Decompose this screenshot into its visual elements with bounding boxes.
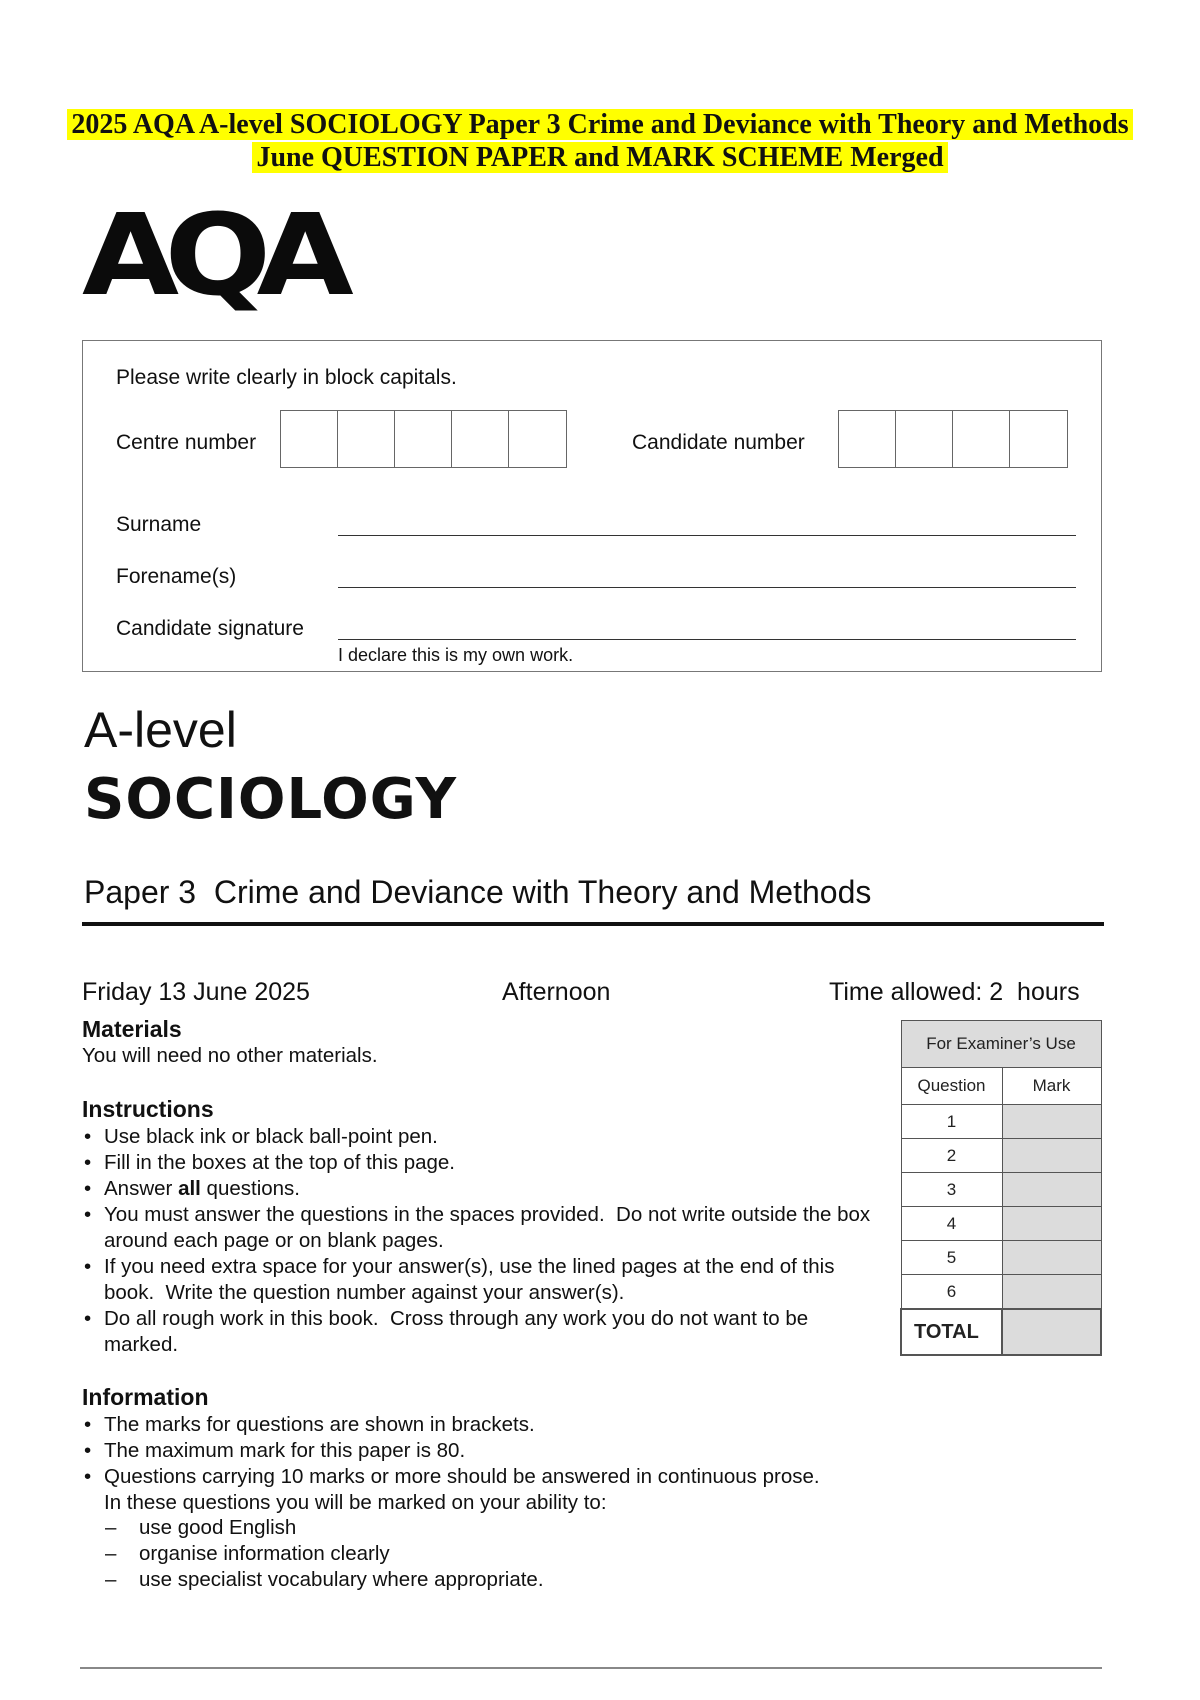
information-sub-item: – organise information clearly — [82, 1541, 782, 1567]
candidate-number-digit-box[interactable] — [1010, 411, 1067, 467]
question-column-header: Question — [901, 1068, 1002, 1105]
information-item: • The marks for questions are shown in brackets. — [82, 1412, 902, 1438]
information-heading: Information — [82, 1384, 209, 1410]
information-sub-list — [82, 1515, 782, 1593]
surname-line[interactable] — [338, 535, 1076, 536]
forename-line[interactable] — [338, 587, 1076, 588]
total-mark-cell — [1002, 1309, 1101, 1355]
materials-text: You will need no other materials. — [82, 1044, 378, 1067]
instruction-item: • Do all rough work in this book. Cross through any work you do not want to be marked. — [82, 1306, 872, 1358]
mark-cell — [1002, 1139, 1101, 1173]
qualification-level: A-level — [84, 702, 237, 758]
instructions-heading: Instructions — [82, 1096, 214, 1122]
block-capitals-instruction: Please write clearly in block capitals. — [116, 366, 457, 389]
instruction-item: • You must answer the questions in the spaces provided. Do not write outside the box around each page or on blank pages. — [82, 1202, 872, 1254]
instruction-item: • Fill in the boxes at the top of this page. — [82, 1150, 872, 1176]
centre-number-digit-box[interactable] — [281, 411, 338, 467]
centre-number-digit-box[interactable] — [338, 411, 395, 467]
question-number: 2 — [901, 1139, 1002, 1173]
document-banner-title — [0, 108, 1200, 174]
time-allowed: Time allowed: 2 hours — [829, 978, 1080, 1006]
signature-label: Candidate signature — [116, 617, 304, 640]
candidate-number-boxes — [838, 410, 1068, 468]
question-number: 3 — [901, 1173, 1002, 1207]
examiner-use-table — [900, 1020, 1102, 1356]
forename-label: Forename(s) — [116, 565, 237, 588]
candidate-number-label: Candidate number — [632, 431, 805, 454]
mark-cell — [1002, 1173, 1101, 1207]
banner-line-2: June QUESTION PAPER and MARK SCHEME Merged — [252, 142, 947, 173]
materials-heading: Materials — [82, 1016, 182, 1042]
information-continuation: In these questions you will be marked on your ability to: — [104, 1491, 607, 1514]
signature-line[interactable] — [338, 639, 1076, 640]
question-number: 1 — [901, 1105, 1002, 1139]
question-number: 5 — [901, 1241, 1002, 1275]
question-number: 6 — [901, 1275, 1002, 1310]
instruction-item-answer-all: • Answer all questions. — [82, 1176, 872, 1202]
candidate-number-digit-box[interactable] — [953, 411, 1010, 467]
information-item: • The maximum mark for this paper is 80. — [82, 1438, 902, 1464]
centre-number-digit-box[interactable] — [452, 411, 509, 467]
surname-label: Surname — [116, 513, 202, 536]
centre-number-label: Centre number — [116, 431, 257, 454]
mark-cell — [1002, 1275, 1101, 1310]
mark-cell — [1002, 1207, 1101, 1241]
instruction-item: • Use black ink or black ball-point pen. — [82, 1124, 872, 1150]
examiner-table-title: For Examiner’s Use — [901, 1021, 1101, 1068]
instructions-list — [82, 1124, 876, 1358]
paper-title: Paper 3 Crime and Deviance with Theory and Methods — [84, 874, 872, 910]
candidate-number-digit-box[interactable] — [839, 411, 896, 467]
title-rule — [82, 922, 1104, 926]
information-item: • Questions carrying 10 marks or more should be answered in continuous prose. — [82, 1464, 902, 1490]
information-sub-item: – use specialist vocabulary where appropriate. — [82, 1567, 782, 1593]
instruction-item: • If you need extra space for your answer(s), use the lined pages at the end of this book. Write the question number against your answer(s). — [82, 1254, 872, 1306]
question-number: 4 — [901, 1207, 1002, 1241]
centre-number-digit-box[interactable] — [395, 411, 452, 467]
banner-line-1: 2025 AQA A-level SOCIOLOGY Paper 3 Crime and Deviance with Theory and Methods — [67, 109, 1132, 140]
information-sub-item: – use good English — [82, 1515, 782, 1541]
footer-rule — [80, 1667, 1102, 1669]
candidate-number-digit-box[interactable] — [896, 411, 953, 467]
declaration-text: I declare this is my own work. — [338, 645, 574, 665]
mark-cell — [1002, 1241, 1101, 1275]
mark-cell — [1002, 1105, 1101, 1139]
exam-date: Friday 13 June 2025 — [82, 978, 310, 1006]
information-list — [82, 1412, 902, 1490]
total-label: TOTAL — [901, 1309, 1002, 1355]
exam-session: Afternoon — [502, 978, 611, 1006]
centre-number-digit-box[interactable] — [509, 411, 566, 467]
centre-number-boxes — [280, 410, 567, 468]
subject-title: SOCIOLOGY — [84, 767, 458, 832]
mark-column-header: Mark — [1002, 1068, 1101, 1105]
aqa-logo: AQA — [82, 191, 340, 321]
